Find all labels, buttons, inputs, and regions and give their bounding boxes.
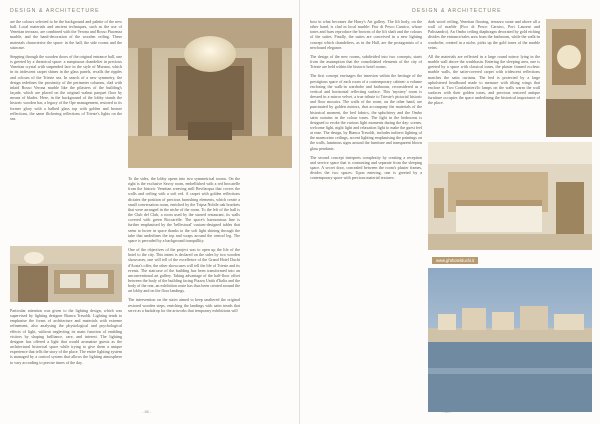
website-label[interactable]: www.ghthotelduchi.it	[432, 257, 478, 264]
paragraph: One of the objectives of the project was to open up the life of the hotel to the city. This intent is declared on the sides by two wooden showcases, one will tell of the excellence of the Grand Hotel Duchi d'Aosta's offer, the other showcases will tell the life of Trieste and its events. The staircase of the building has been transformed into an unconventional art gallery. Taking advantage of the half-floor offset between the body of the building facing Piazza Unità d'Italia and the body of the rear, an exhibition route has thus been created around the art lobby and on the floor landings.	[128, 247, 240, 294]
page-number-left: - 88 -	[142, 409, 152, 414]
section-header-right: DESIGN & ARCHITECTURE	[412, 8, 502, 14]
paragraph: The intervention on the stairs aimed to keep unaltered the original restored wooden steps, enriching the landings with satin treads that serve as a backdrop for the artworks that temporary exhibitions will	[128, 297, 240, 313]
paragraph: Particular attention was given to the lighting design, which was supervised by lighting designer Bianca Tresoldi. Lighting tends to emphasise the forms of architecture and materials with extreme refinement, also analysing the physiological and psychological effects of light, without neglecting its main function of enabling visitors by shaping brilliance, care, and interest. The lighting designer has offered a light that would aromatise guests as the architectural historical space while trying to give them a unique experience that tells the story of the place. The entire lighting system is managed by a control system that allows the lighting atmosphere to vary according to precise times of the day.	[10, 308, 122, 365]
left-column-1-text	[10, 19, 122, 241]
paragraph: The design of the new rooms, subdivided into two concepts, starts from the assumption that the consolidated elements of the city of Trieste are held within the historic hotel rooms.	[310, 53, 422, 70]
right-column-2-text	[428, 19, 540, 137]
paragraph: are the colours selected to be the background and palette of the new hall. Local materials and ancient techniques, such as the use of Venetian terrazzo, are combined with the Verona and Rosso Piacenza marble, and the hand-decoration of the wooden ceiling. These materials characterise the space: in the hall, the side rooms and the staircase.	[10, 19, 122, 50]
bedroom-photo	[428, 142, 592, 250]
paragraph: To the sides, the lobby opens into two symmetrical rooms. On the right is the exclusive Savoy room, embellished with a red brocatelle from the historic Venetian weaving mill Bevilacqua that covers the walls and ceiling with a soft red. A carpet with golden reflections dictates the position of precious furnishing elements, which create a small conversation room, enriched by the Tripsa Nobile oak brackets that were arranged in the niche of the room. To the left of the hall is the Club del Club, a room used by the starred restaurant, its walls covered with green Boccarelle. The space's harmonious line is further emphasised by the 'bellestoral' custom-designed tables that seem to hover in space thanks to the soft light shining through the tube that underlines the top and wraps around the central leg. The space is pervaded by a background tranquillity.	[128, 176, 240, 243]
paragraph: All the materials are reflected in a large round mirror lying in the marble wall above the washbasin. Entering the sleeping area, one is greeted by a space with classical tones, the plaster framed ecclesic marble walls, the satin-covered carpet with iridescent reflections matches the satin curtains. The bed is protected by a large upholstered headboard made to measure with tilting wings that enclose it. Two Confalonieri/Jo lamps on the walls warm the wall surfaces with their golden tones, and precious restored antique furniture occupies the space underlining the historical importance of the place.	[428, 53, 540, 106]
reception-photo	[10, 246, 122, 302]
section-header-left: DESIGN & ARCHITECTURE	[10, 8, 100, 14]
paragraph: host in what becomes the Harry's Art gallery. The lift body, on the other hand, is clad in local marble: Fior di Pesco Carnico, whose tones and hues reproduce the browns of the lift shaft and the colours of the suites. Finally, the suites are conceived in a new lighting concept which chandeliers, as in the Hall, are the protagonists of a newfound elegance.	[310, 19, 422, 50]
suite-photo-vertical	[546, 19, 592, 137]
left-column-2-text	[128, 176, 240, 410]
trieste-panorama-photo	[428, 268, 592, 412]
paragraph: dark wood ceiling, Venetian flooring, terrazzo stone and above all a wall of marble (Fior di Pesco Carnico, Port Laurent and Palissandro). An Ombo ceiling diaphragm decorated by gold etching divides the entrance/sales area from the bathroom, while the walk-in wardrobe, created in a niche, picks up the gold tones of the marble veins.	[428, 19, 540, 50]
paragraph: Stepping through the wooden doors of the original entrance hall, one is greeted by a theatrical space: a sumptuous chandelier in precious Venetian crystal with suspended lace in the style of Murano, which in its iridescent carpet shines in the glass panels, recalls the ripples and colours of the Trieste sea. In search of a new symmetry, the design redefines the proximity of the perimeter columns, clad with inlaid Rosso Verona marble like the pilasters of the building's façade, which are placed on the original walnut parquet floor by means of blades. Here, in the background of the lobby stands the historic wooden bar, a legacy of the Ope management, restored to its former glory with a balked glass top with golden and bronze reflections, the same flickering reflections of Trieste's lights on the sea.	[10, 53, 122, 121]
left-column-1-bottom-text	[10, 308, 122, 412]
lobby-photo	[128, 18, 292, 168]
paragraph: The first concept envisages the insertion within the heritage of the prestigious space of each room of a contemporary cabinet: a volume enclosing the walk-in wardrobe and bathroom, reconsidered as a vertical and horizontal reflecting surface. This 'mystery' room is dressed in a mirror velvet, a true tribute to Trieste's pictorial historic and floor mosaics. The walls of the room, on the other hand, are punctuated by golden mirrors, that accompany the materials of the historical moment, the bed fabrics, the upholstery and the Ombo satin curtains in the colour tones. The light in the bedrooms is designed to evoke the various light moments during the day: scenes, welcome light, night light and relaxation light to make the guest feel at ease. The design, by Bianca Tresoldi, includes indirect lighting of the marmorino ceilings, accent lighting emphasising the paintings on the walls, luminous signs around the furniture and transparent blown glass pendants.	[310, 73, 422, 151]
paragraph: The second concept interprets complexity by creating a reception and service space that is contrasting and separate from the sleeping space. A secret door, concealed between the room's plaster frames, divides the two spaces. Upon entering, one is greeted by a contemporary space with precious material textures:	[310, 154, 422, 181]
right-column-1-text	[310, 19, 422, 411]
